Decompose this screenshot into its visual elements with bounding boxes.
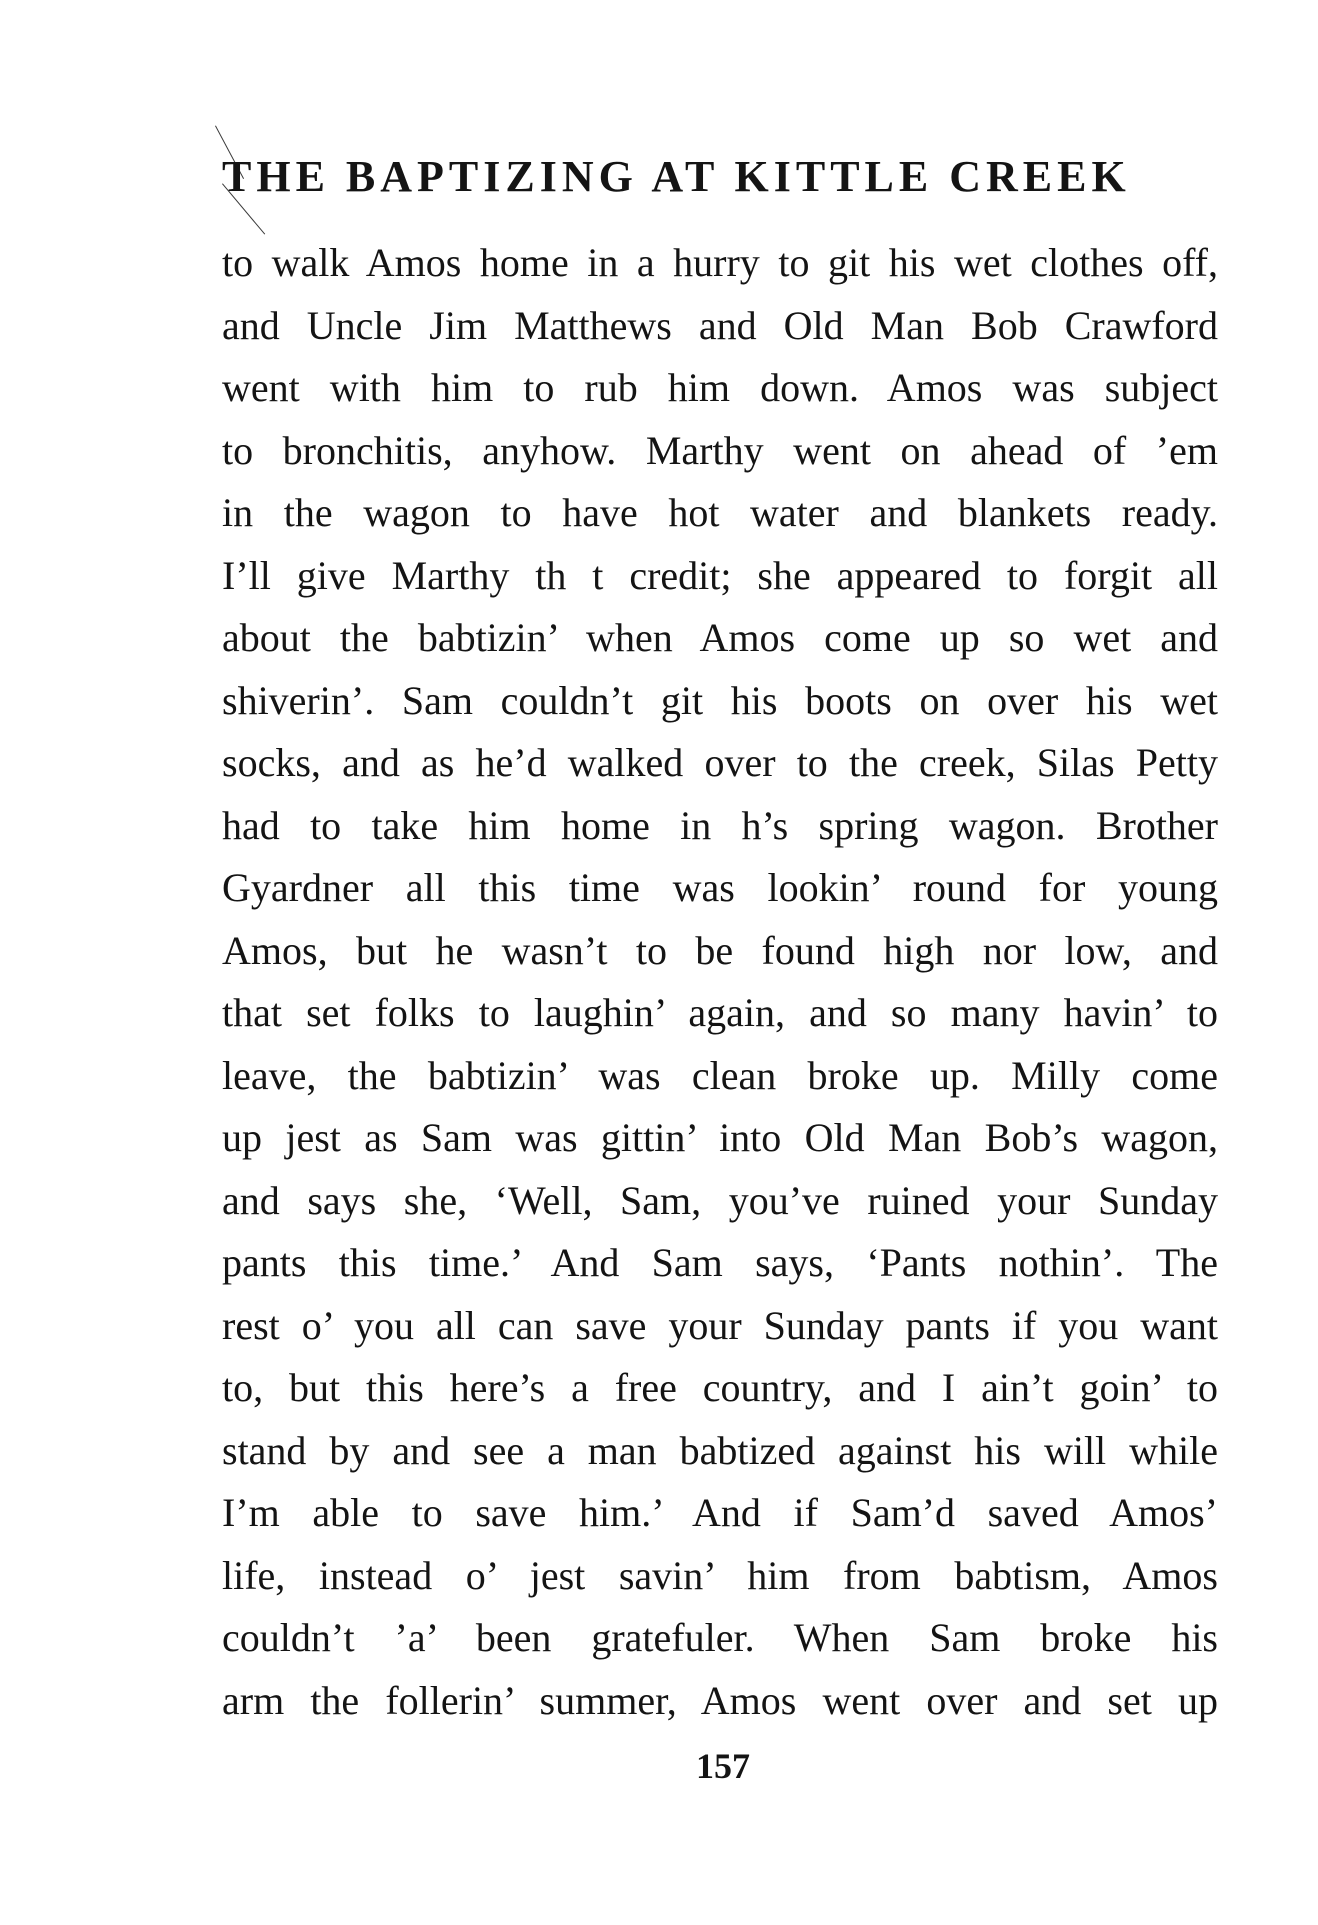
text-line: had to take him home in h’s spring wagon. Brother [222, 802, 1218, 848]
text-line: leave, the babtizin’ was clean broke up. Milly come [222, 1052, 1218, 1098]
text-line: went with him to rub him down. Amos was subject [222, 365, 1218, 410]
text-line: socks, and as he’d walked over to the creek, Silas Petty [222, 740, 1218, 785]
text-line: and Uncle Jim Matthews and Old Man Bob Crawford [222, 302, 1218, 348]
text-line: Amos, but he wasn’t to be found high nor low, and [222, 927, 1218, 973]
text-line: shiverin’. Sam couldn’t git his boots on over his wet [222, 677, 1218, 723]
text-line: to walk Amos home in a hurry to git his wet clothes off, [222, 240, 1218, 285]
text-line: up jest as Sam was gittin’ into Old Man Bob’s wagon, [222, 1115, 1218, 1160]
running-head: THE BAPTIZING AT KITTLE CREEK [222, 152, 1131, 201]
text-line: arm the follerin’ summer, Amos went over and set up [222, 1677, 1218, 1723]
text-line: I’m able to save him.’ And if Sam’d saved Amos’ [222, 1490, 1218, 1535]
page-number: 157 [696, 1746, 750, 1786]
text-line: couldn’t ’a’ been gratefuler. When Sam broke his [222, 1615, 1218, 1660]
text-line: that set folks to laughin’ again, and so many havin’ to [222, 990, 1218, 1035]
text-line: I’ll give Marthy th t credit; she appeared to forgit all [222, 552, 1218, 598]
text-line: pants this time.’ And Sam says, ‘Pants nothin’. The [222, 1240, 1218, 1285]
text-line: to, but this here’s a free country, and I ain’t goin’ to [222, 1365, 1218, 1410]
text-line: stand by and see a man babtized against his will while [222, 1427, 1218, 1473]
text-line: life, instead o’ jest savin’ him from babtism, Amos [222, 1552, 1218, 1598]
text-line: rest o’ you all can save your Sunday pants if you want [222, 1302, 1218, 1348]
text-line: to bronchitis, anyhow. Marthy went on ahead of ’em [222, 427, 1218, 473]
text-line: Gyardner all this time was lookin’ round for young [222, 865, 1218, 910]
text-line: in the wagon to have hot water and blankets ready. [222, 490, 1218, 535]
text-line: and says she, ‘Well, Sam, you’ve ruined your Sunday [222, 1177, 1218, 1223]
body-text [222, 232, 1218, 1732]
text-line: about the babtizin’ when Amos come up so wet and [222, 615, 1218, 660]
